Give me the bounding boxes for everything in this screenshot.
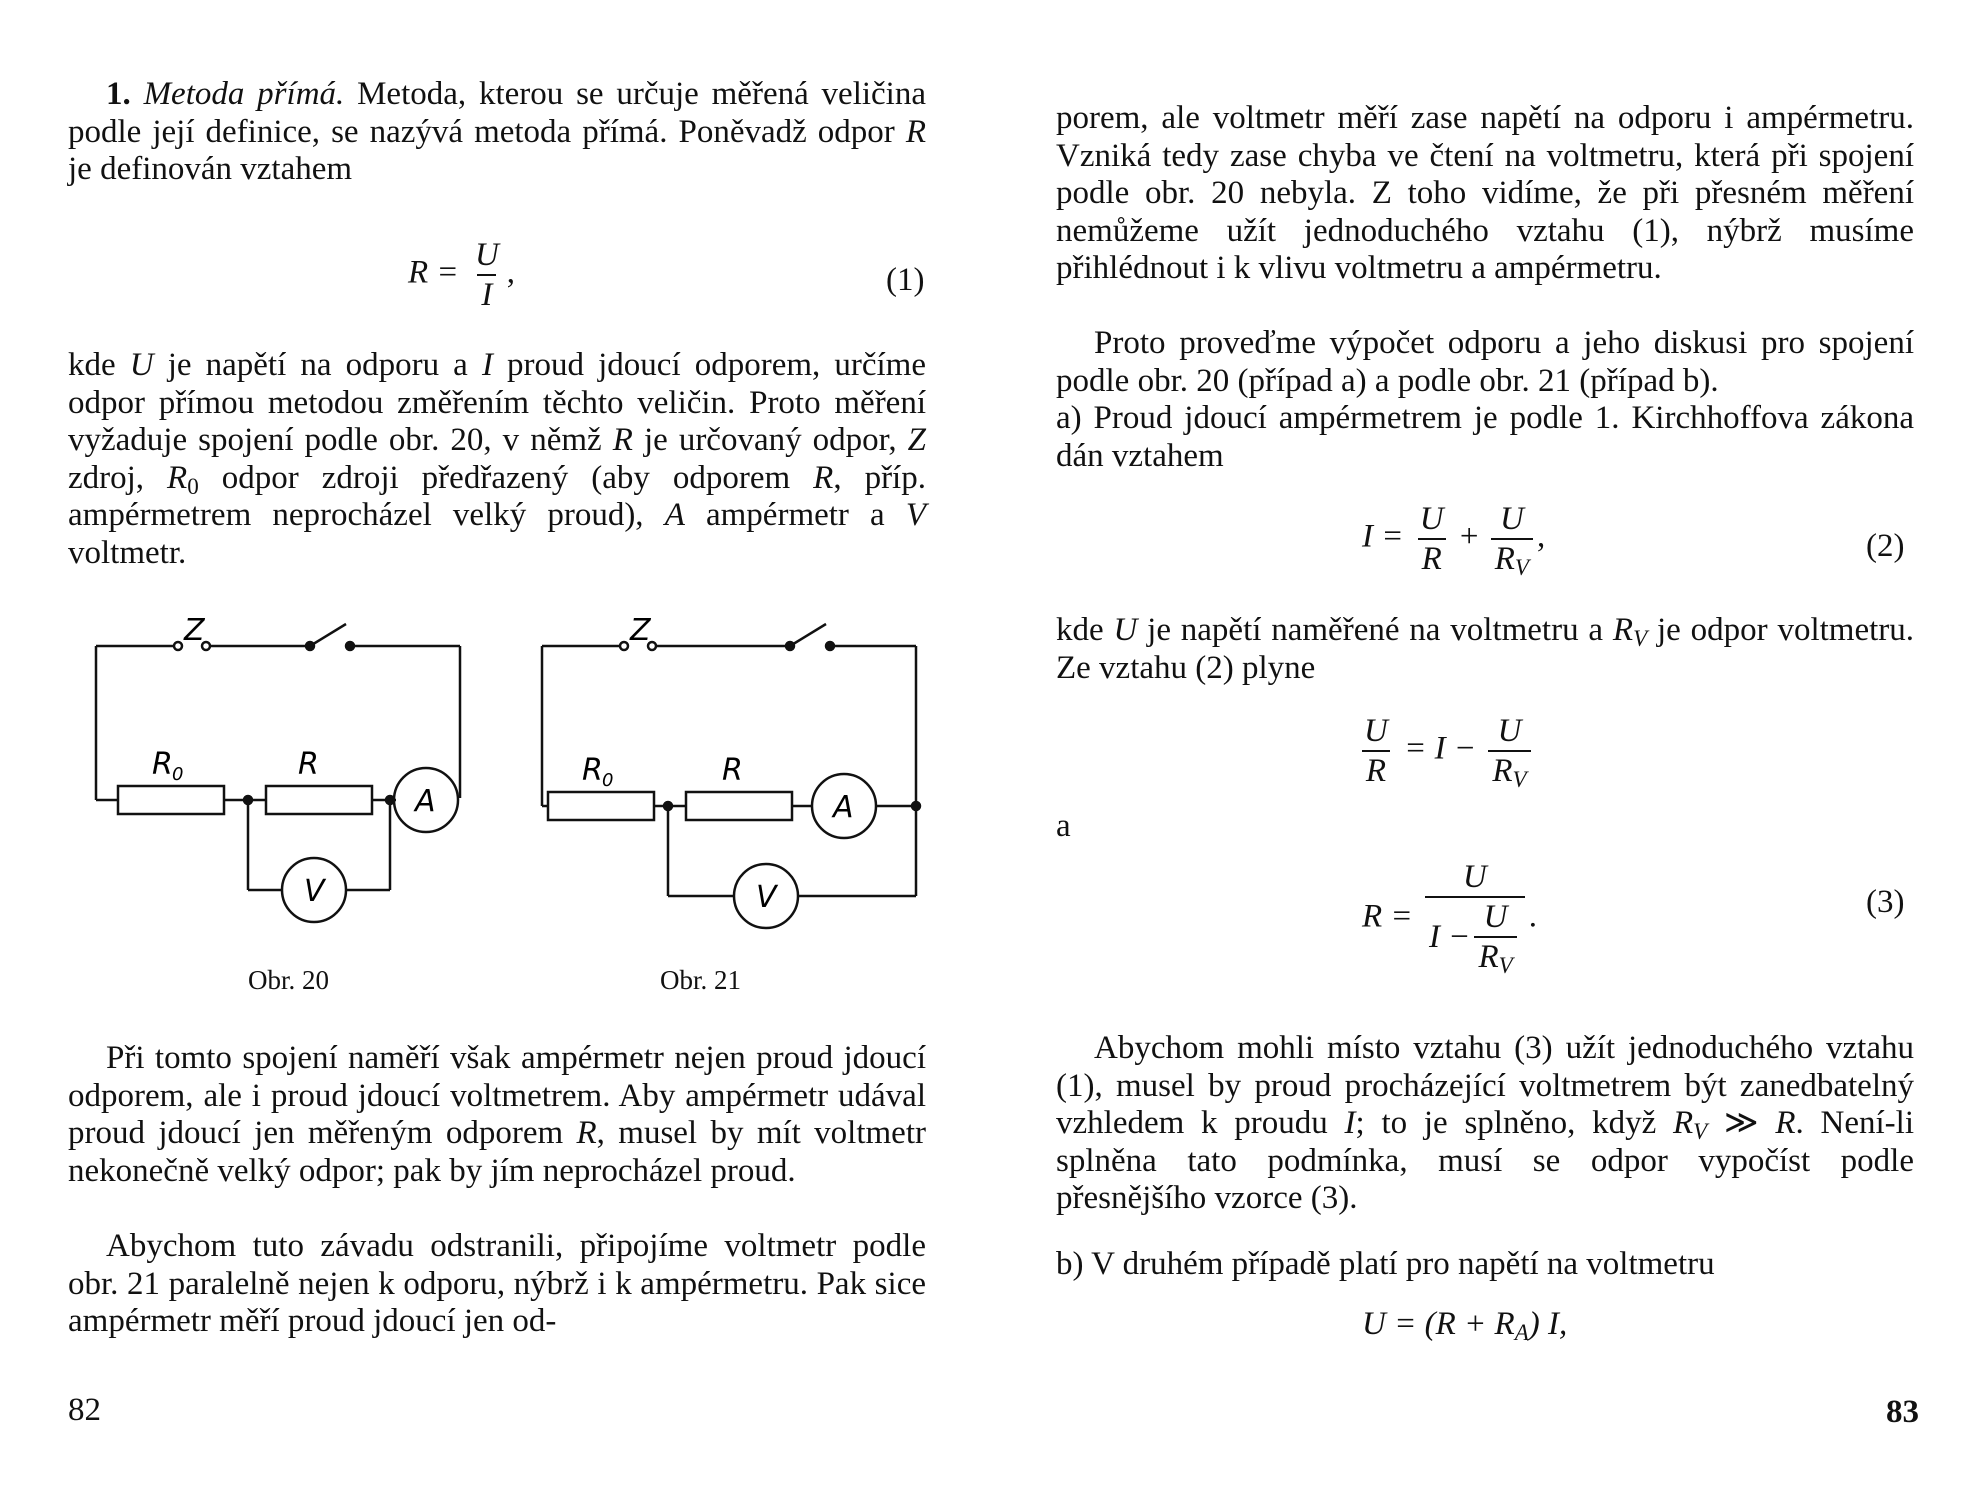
conjunction-a: a bbox=[1056, 808, 1071, 844]
equation-1: R = $\frac{U}{I}$ , bbox=[408, 237, 516, 313]
paragraph-pri-tomto: Při tomto spojení naměří však ampérmetr nejen proud jdoucí odporem, ale i proud jdoucí voltmetrem. Aby ampérmetr udával proud jdoucí jen měřeným odporem R, musel by mít voltmetr nekonečně velký odpor; pak by jím neprocházel proud. bbox=[68, 1040, 926, 1189]
paragraph-case-b: b) V druhém případě platí pro napětí na voltmetru bbox=[1056, 1246, 1715, 1282]
caption-fig20: Obr. 20 bbox=[248, 965, 329, 995]
paragraph-kde-u: kde U je napětí naměřené na voltmetru a $R_V$ je odpor voltmetru. Ze vztahu (2) plyne bbox=[1056, 612, 1915, 686]
circuit-diagram-fig21 bbox=[534, 610, 934, 940]
label-R0: R bbox=[152, 747, 173, 782]
label-V: V bbox=[756, 880, 777, 915]
left-page bbox=[68, 0, 938, 1500]
page-number-left: 82 bbox=[68, 1392, 101, 1428]
paragraph-case-a: a) Proud jdoucí ampérmetrem je podle 1. Kirchhoffova zákona dán vztahem bbox=[1056, 400, 1914, 474]
equation-mid: $\frac{U}{R}$ = I − $\frac{U}{R_V}$ bbox=[1356, 712, 1535, 790]
right-page bbox=[1056, 0, 1926, 1500]
paragraph-kde: kde U je napětí na odporu a I proud jdoucí odporem, určíme odpor přímou metodou změřením těchto veličin. Proto měření vyžaduje spojení podle obr. 20, v němž R je určovaný odpor, Z zdroj, $R_0$ odpor zdroji předřazený (aby odporem R, příp. ampérmetrem neprocházel velký proud), A ampérmetr a V voltmetr. bbox=[68, 347, 926, 571]
label-V: V bbox=[304, 874, 325, 909]
paragraph-abychom-mohli: Abychom mohli místo vztahu (3) užít jednoduchého vztahu (1), musel by proud procházející voltmetrem být zanedbatelný vzhledem k proudu I; to je splněno, když $R_V$ ≫ R. Není-li splněna tato podmínka, musí se odpor vypočíst podle přesnějšího vzorce (3). bbox=[1056, 1030, 1914, 1216]
page-number-right: 83 bbox=[1886, 1394, 1919, 1430]
circuit-diagram-fig20 bbox=[88, 610, 488, 930]
label-A: A bbox=[833, 790, 854, 825]
label-Z: Z bbox=[184, 613, 205, 648]
paragraph-proto: Proto proveďme výpočet odporu a jeho diskusi pro spojení podle obr. 20 (případ a) a podle obr. 21 (případ b). bbox=[1056, 325, 1914, 399]
paragraph-porem: porem, ale voltmetr měří zase napětí na odporu i ampérmetru. Vzniká tedy zase chyba ve čtení na voltmetru, která při spojení podle obr. 20 nebyla. Z toho vidíme, že při přesném měření nemůžeme užít jednoduchého vztahu (1), nýbrž musíme přihlédnout i k vlivu voltmetru a ampérmetru. bbox=[1056, 100, 1914, 286]
svg-text:0: 0 bbox=[602, 770, 614, 791]
svg-text:0: 0 bbox=[172, 764, 184, 785]
equation-number-1: (1) bbox=[886, 262, 925, 298]
equation-3: R = U I − $\frac{U}{R_V}$ . bbox=[1362, 859, 1537, 978]
section-number: 1. bbox=[106, 76, 131, 112]
equation-2: I = $\frac{U}{R}$ + $\frac{U}{R_V}$ , bbox=[1362, 501, 1546, 580]
caption-fig21: Obr. 21 bbox=[660, 965, 741, 995]
label-Z: Z bbox=[630, 613, 651, 648]
equation-number-2: (2) bbox=[1866, 528, 1905, 564]
section-term: Metoda přímá. bbox=[143, 76, 345, 112]
equation-number-3: (3) bbox=[1866, 884, 1905, 920]
label-A: A bbox=[415, 784, 436, 819]
label-R0: R bbox=[582, 753, 603, 788]
label-R: R bbox=[298, 747, 319, 782]
paragraph-abychom-tuto: Abychom tuto závadu odstranili, připojíme voltmetr podle obr. 21 paralelně nejen k odporu, nýbrž i k ampérmetru. Pak sice ampérmetr měří proud jdoucí jen od- bbox=[68, 1228, 926, 1339]
paragraph-direct-method: 1. Metoda přímá. Metoda, kterou se určuje měřená veličina podle její definice, se nazývá metoda přímá. Poněvadž odpor R je definován vztahem bbox=[68, 76, 926, 187]
label-R: R bbox=[722, 753, 743, 788]
equation-4: $U = (R + R_A)$ I, bbox=[1362, 1306, 1568, 1345]
